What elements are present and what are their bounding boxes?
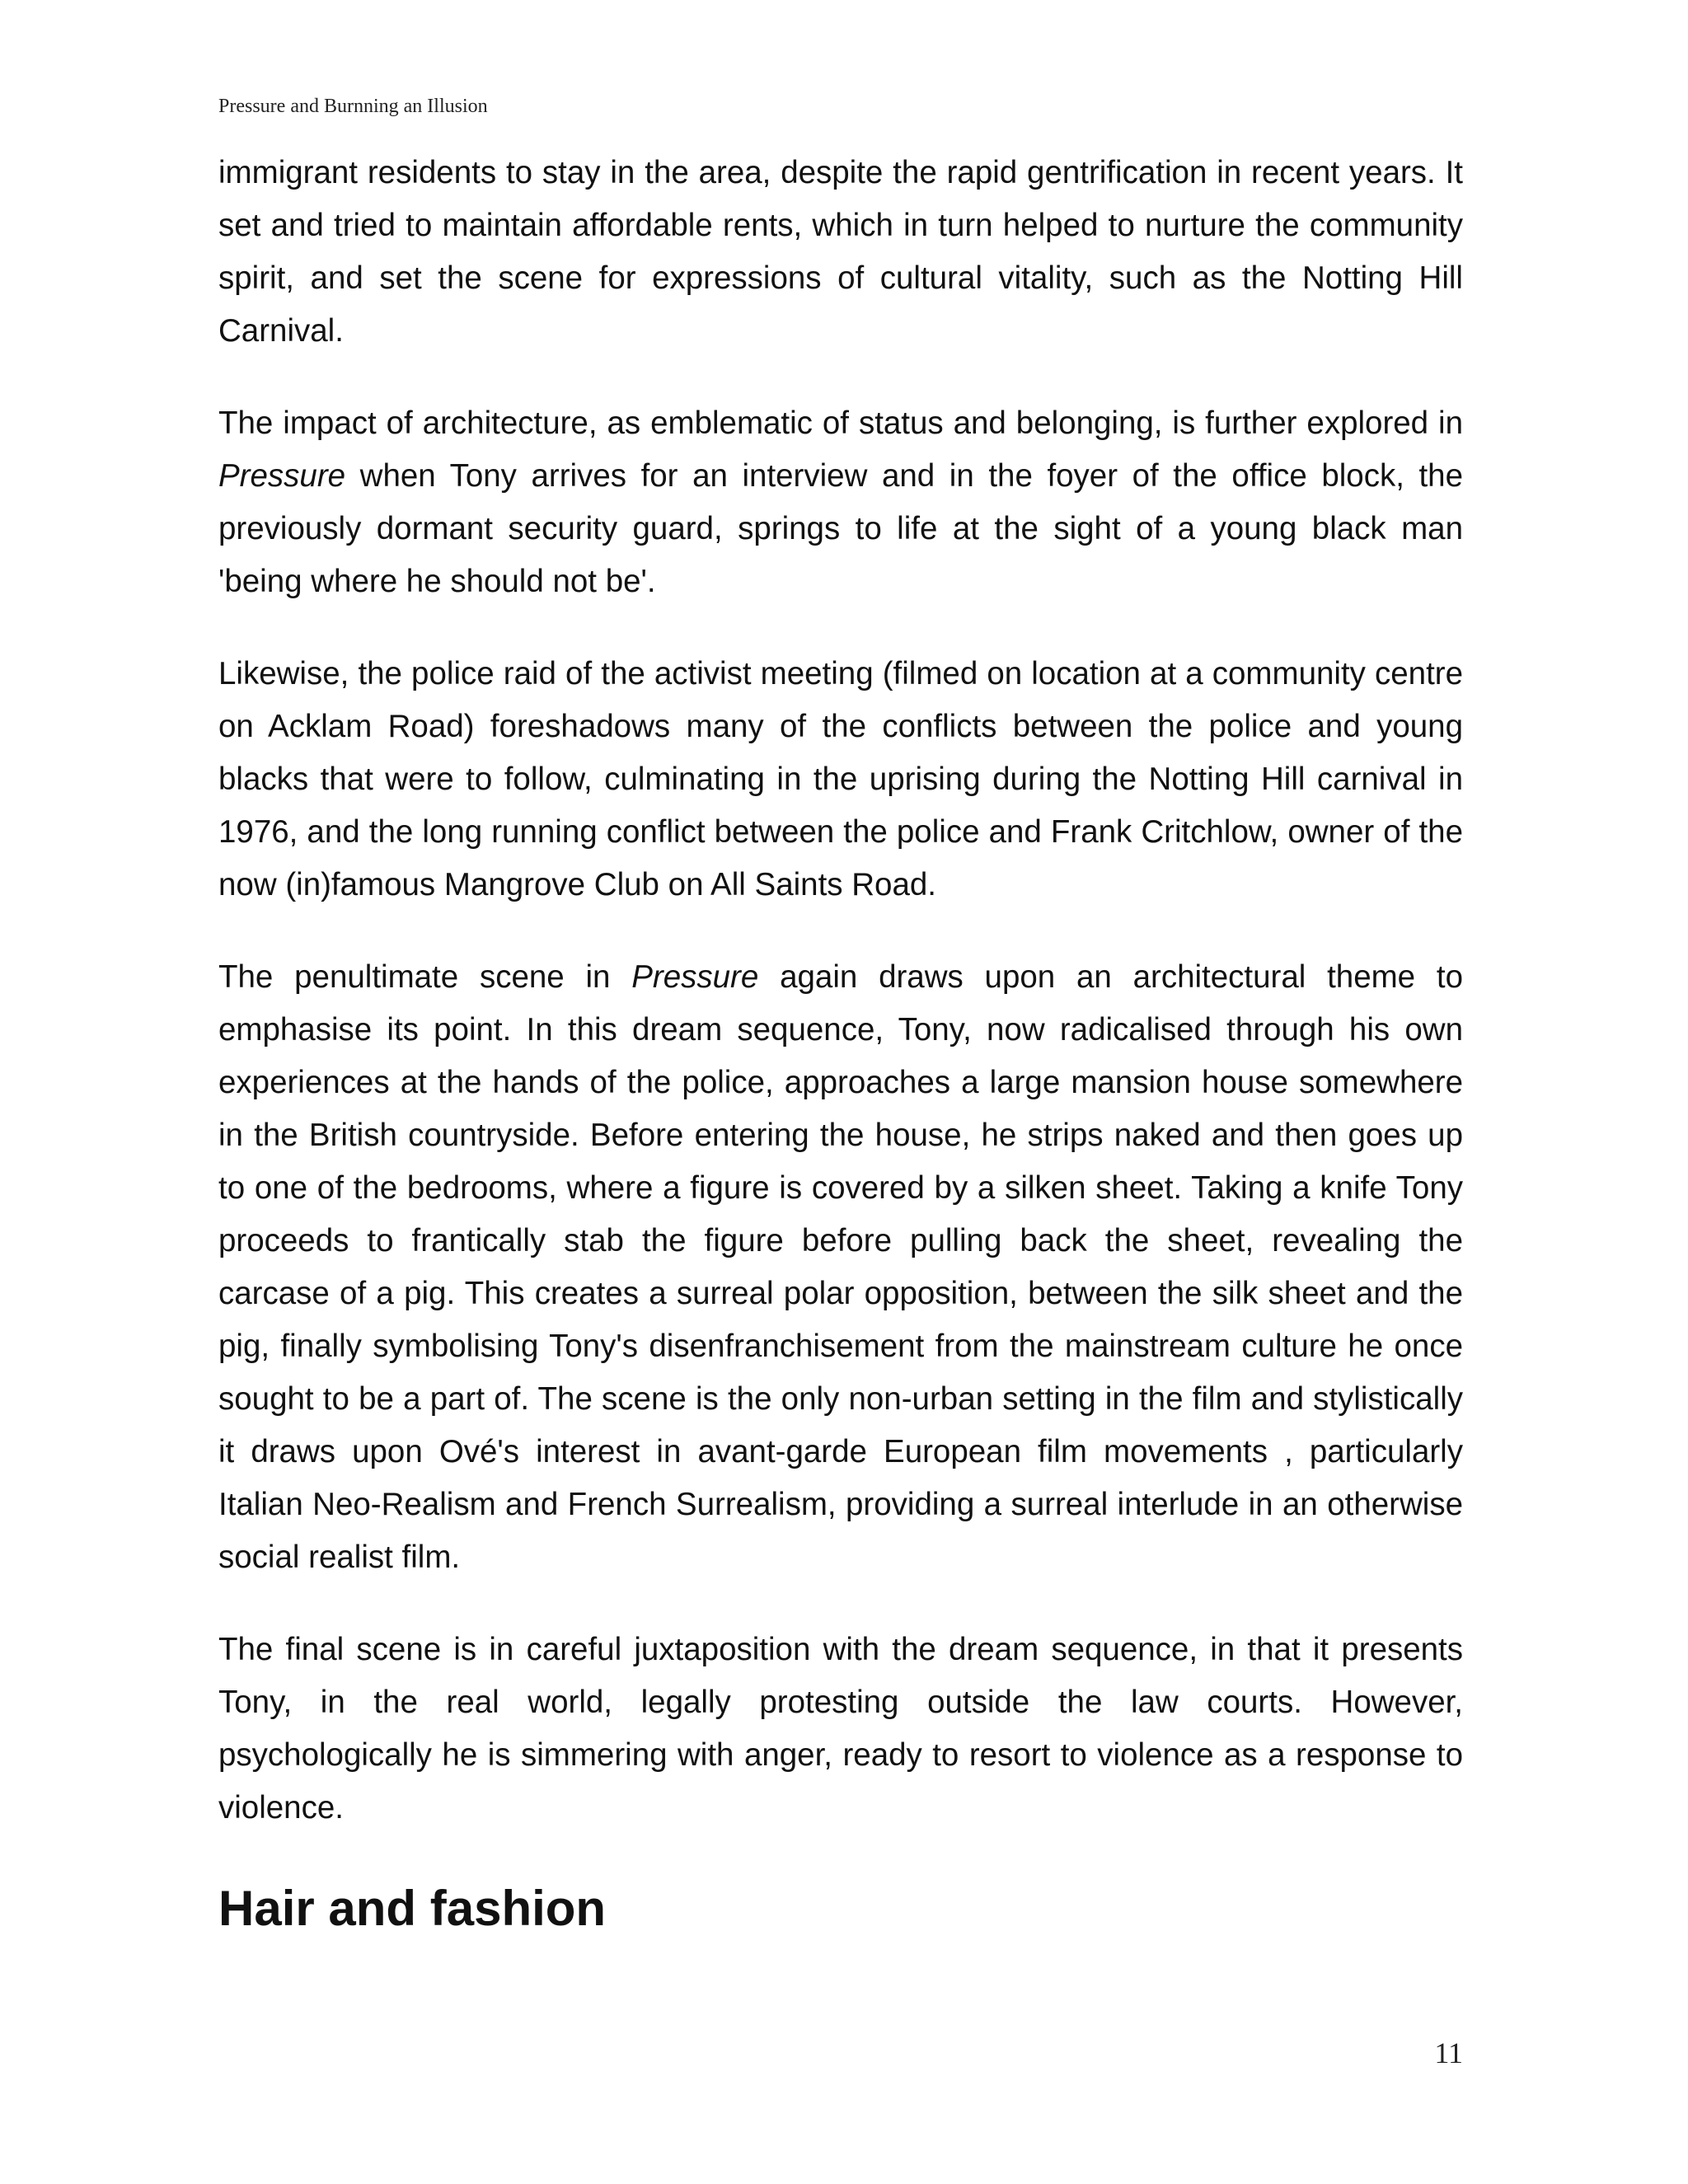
- paragraph-4-text-end: again draws upon an architectural theme to emphasise its point. In this dream sequence, Tony, now radicalised through his own experiences at the hands of the police, approaches a large mansion house somewhere in the British countryside. Before entering the house, he strips naked and then goes up to one of the bedrooms, where a figure is covered by a silken sheet. Taking a knife Tony proceeds to frantically stab the figure before pulling back the sheet, revealing the carcase of a pig. This creates a surreal polar opposition, between the silk sheet and the pig, finally symbolising Tony's disenfranchisement from the mainstream culture he once sought to be a part of. The scene is the only non-urban setting in the film and stylistically it draws upon Ové's interest in avant-garde European film movements , particularly Italian Neo-Realism and French Surrealism, providing a surreal interlude in an otherwise social realist film.: [218, 959, 1463, 1575]
- paragraph-4-text-start: The penultimate scene in: [218, 959, 632, 995]
- paragraph-2-text-start: The impact of architecture, as emblematic of status and belonging, is further explored in: [218, 405, 1463, 441]
- paragraph-3: Likewise, the police raid of the activist meeting (filmed on location at a community centre on Acklam Road) foreshadows many of the conflicts between the police and young blacks that were to follow, culminating in the uprising during the Notting Hill carnival in 1976, and the long running conflict between the police and Frank Critchlow, owner of the now (in)famous Mangrove Club on All Saints Road.: [218, 656, 1463, 902]
- paragraph-1: immigrant residents to stay in the area, despite the rapid gentrification in recent years. It set and tried to maintain affordable rents, which in turn helped to nurture the community spirit, and set the scene for expressions of cultural vitality, such as the Notting Hill Carnival.: [218, 155, 1463, 349]
- page-number: 11: [1434, 2036, 1463, 2069]
- section-heading: Hair and fashion: [218, 1881, 607, 1936]
- paragraph-2-text-end: when Tony arrives for an interview and in the foyer of the office block, the previously dormant security guard, springs to life at the sight of a young black man 'being where he should not be'.: [218, 458, 1463, 599]
- running-header: Pressure and Burnning an Illusion: [218, 96, 488, 117]
- paragraph-5: The final scene is in careful juxtaposition with the dream sequence, in that it presents Tony, in the real world, legally protesting outside the law courts. However, psychologically he is simmering with anger, ready to resort to violence as a response to violence.: [218, 1632, 1463, 1825]
- paragraph-4: [218, 951, 1463, 1584]
- paragraph-2: [218, 397, 1463, 608]
- film-title-italic: Pressure: [631, 959, 759, 995]
- film-title-italic: Pressure: [218, 458, 346, 494]
- body-text: [218, 147, 1463, 1874]
